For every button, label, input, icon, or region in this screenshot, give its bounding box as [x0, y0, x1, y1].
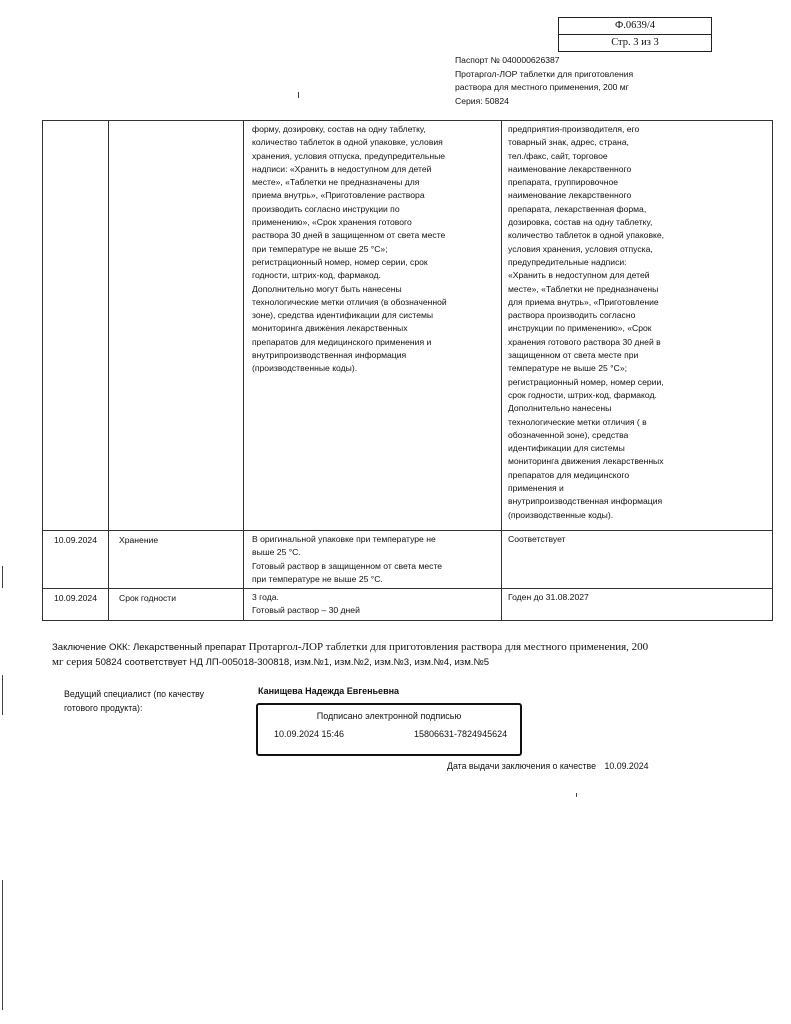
- requirement-line: раствора 30 дней в защищенном от света месте: [252, 230, 446, 241]
- requirement-cell: [244, 121, 502, 531]
- signature-box: [256, 703, 522, 756]
- specialist-label: [64, 688, 204, 715]
- result-line: товарный знак, адрес, страна,: [508, 137, 629, 148]
- requirement-line: производить согласно инструкции по: [252, 203, 400, 214]
- requirement-line: регистрационный номер, номер серии, срок: [252, 256, 428, 267]
- conclusion-compliance: соответствует НД ЛП-005018-300818, изм.№1, изм.№2, изм.№3, изм.№4, изм.№5: [124, 657, 490, 668]
- conclusion-product: Протаргол-ЛОР таблетки для приготовления раствора для местного применения, 200: [248, 641, 649, 653]
- requirement-line: Готовый раствор в защищенном от света месте: [252, 560, 443, 571]
- qc-conclusion: [52, 640, 652, 670]
- result-line: предприятия-производителя, его: [508, 124, 640, 134]
- result-line: раствора производить согласно: [508, 310, 636, 321]
- scan-mark: [298, 92, 299, 98]
- specialist-label-line2: готового продукта):: [64, 702, 143, 713]
- result-line: температуре не выше 25 °С»;: [508, 363, 627, 374]
- requirement-line: применению», «Срок хранения готового: [252, 217, 412, 228]
- form-code-box: [558, 17, 712, 52]
- signature-code: 15806631-7824945624: [414, 729, 508, 739]
- result-line: препарата, лекарственная форма,: [508, 203, 647, 214]
- result-cell: Соответствует: [502, 531, 773, 589]
- requirement-line: Готовый раствор – 30 дней: [252, 605, 360, 616]
- result-line: дозировка, состав на одну таблетку,: [508, 217, 653, 228]
- table-row-storage: [43, 531, 773, 589]
- issue-date-label: Дата выдачи заключения о качестве: [447, 761, 597, 771]
- signature-title: Подписано электронной подписью: [316, 711, 462, 721]
- result-line: предупредительные надписи:: [508, 256, 627, 267]
- result-line: инструкции по применению», «Срок: [508, 323, 652, 334]
- requirement-line: 3 года.: [252, 592, 279, 603]
- result-line: обозначенной зоне), средства: [508, 429, 629, 440]
- result-line: мониторинга движения лекарственных: [508, 456, 664, 467]
- conclusion-label: Заключение ОКК:: [52, 642, 131, 653]
- result-line: хранения готового раствора 30 дней в: [508, 336, 661, 347]
- scan-mark: [2, 675, 3, 715]
- requirement-line: (производственные коды).: [252, 363, 358, 374]
- requirement-line: мониторинга движения лекарственных: [252, 323, 408, 334]
- result-line: для приема внутрь», «Приготовление: [508, 296, 659, 307]
- requirement-line: при температуре не выше 25 °С.: [252, 573, 383, 584]
- results-table: [42, 120, 773, 621]
- requirement-line: зоне), средства идентификации для системы: [252, 310, 434, 321]
- result-line: месте», «Таблетки не предназначены: [508, 283, 659, 294]
- requirement-line: препаратов для медицинского применения и: [252, 336, 432, 347]
- conclusion-series: 50824: [95, 657, 122, 668]
- requirement-line: внутрипроизводственная информация: [252, 350, 407, 361]
- result-line: наименование лекарственного: [508, 190, 632, 201]
- date-cell-empty: [43, 121, 109, 531]
- result-line: срок годности, штрих-код, фармакод.: [508, 389, 657, 400]
- result-cell: [502, 121, 773, 531]
- specialist-name: Канищева Надежда Евгеньевна: [258, 686, 400, 696]
- parameter-cell: Хранение: [109, 531, 244, 589]
- result-line: условия хранения, условия отпуска,: [508, 243, 653, 254]
- specialist-label-line1: Ведущий специалист (по качеству: [64, 689, 204, 699]
- requirement-line: выше 25 °С.: [252, 547, 301, 558]
- requirement-line: приема внутрь», «Приготовление раствора: [252, 190, 425, 201]
- requirement-line: месте», «Таблетки не предназначены для: [252, 177, 420, 188]
- requirement-line: годности, штрих-код, фармакод.: [252, 270, 381, 281]
- product-name-line1: Протаргол-ЛОР таблетки для приготовления: [455, 68, 634, 79]
- requirement-line: В оригинальной упаковке при температуре не: [252, 534, 436, 544]
- table-row-marking: [43, 121, 773, 531]
- result-line: тел./факс, сайт, торговое: [508, 150, 608, 161]
- requirement-cell: [244, 531, 502, 589]
- date-cell: 10.09.2024: [43, 589, 109, 621]
- issue-date-line: [447, 761, 649, 771]
- result-line: технологические метки отличия ( в: [508, 416, 647, 427]
- result-line: защищенном от света месте при: [508, 350, 639, 361]
- product-name-line2: раствора для местного применения, 200 мг: [455, 82, 629, 92]
- conclusion-text-sans: Лекарственный препарат: [133, 642, 246, 653]
- result-line: (производственные коды).: [508, 509, 614, 520]
- form-code: Ф.0639/4: [614, 20, 656, 31]
- requirement-line: Дополнительно могут быть нанесены: [252, 283, 402, 294]
- table-row-shelf-life: [43, 589, 773, 621]
- result-line: наименование лекарственного: [508, 163, 632, 174]
- result-line: регистрационный номер, номер серии,: [508, 376, 664, 387]
- date-cell: 10.09.2024: [43, 531, 109, 589]
- result-line: количество таблеток в одной упаковке,: [508, 230, 665, 241]
- signature-datetime: 10.09.2024 15:46: [274, 729, 345, 739]
- requirement-cell: [244, 589, 502, 621]
- issue-date: 10.09.2024: [604, 761, 649, 771]
- result-line: идентификации для системы: [508, 443, 625, 454]
- series-number: Серия: 50824: [455, 95, 509, 106]
- scan-mark: [2, 880, 3, 1010]
- page-number: Стр. 3 из 3: [559, 34, 711, 51]
- parameter-cell-empty: [109, 121, 244, 531]
- result-line: внутрипроизводственная информация: [508, 496, 663, 507]
- requirement-line: количество таблеток в одной упаковке, условия: [252, 137, 443, 148]
- requirement-line: хранения, условия отпуска, предупредительные: [252, 150, 446, 161]
- result-line: препаратов для медицинского: [508, 469, 630, 480]
- result-cell: Годен до 31.08.2027: [502, 589, 773, 621]
- passport-header: [455, 54, 633, 108]
- passport-number: Паспорт № 040000626387: [455, 55, 560, 65]
- conclusion-unit-series: мг серия: [52, 656, 93, 668]
- scan-mark: [576, 793, 577, 797]
- result-line: препарата, группировочное: [508, 177, 619, 188]
- result-line: Дополнительно нанесены: [508, 403, 612, 414]
- requirement-line: надписи: «Хранить в недоступном для детей: [252, 163, 432, 174]
- requirement-line: при температуре не выше 25 °С»;: [252, 243, 388, 254]
- parameter-cell: Срок годности: [109, 589, 244, 621]
- requirement-line: технологические метки отличия (в обозначенной: [252, 296, 447, 307]
- requirement-line: форму, дозировку, состав на одну таблетку,: [252, 124, 426, 134]
- result-line: применения и: [508, 483, 564, 494]
- scan-mark: [2, 566, 3, 588]
- result-line: «Хранить в недоступном для детей: [508, 270, 650, 281]
